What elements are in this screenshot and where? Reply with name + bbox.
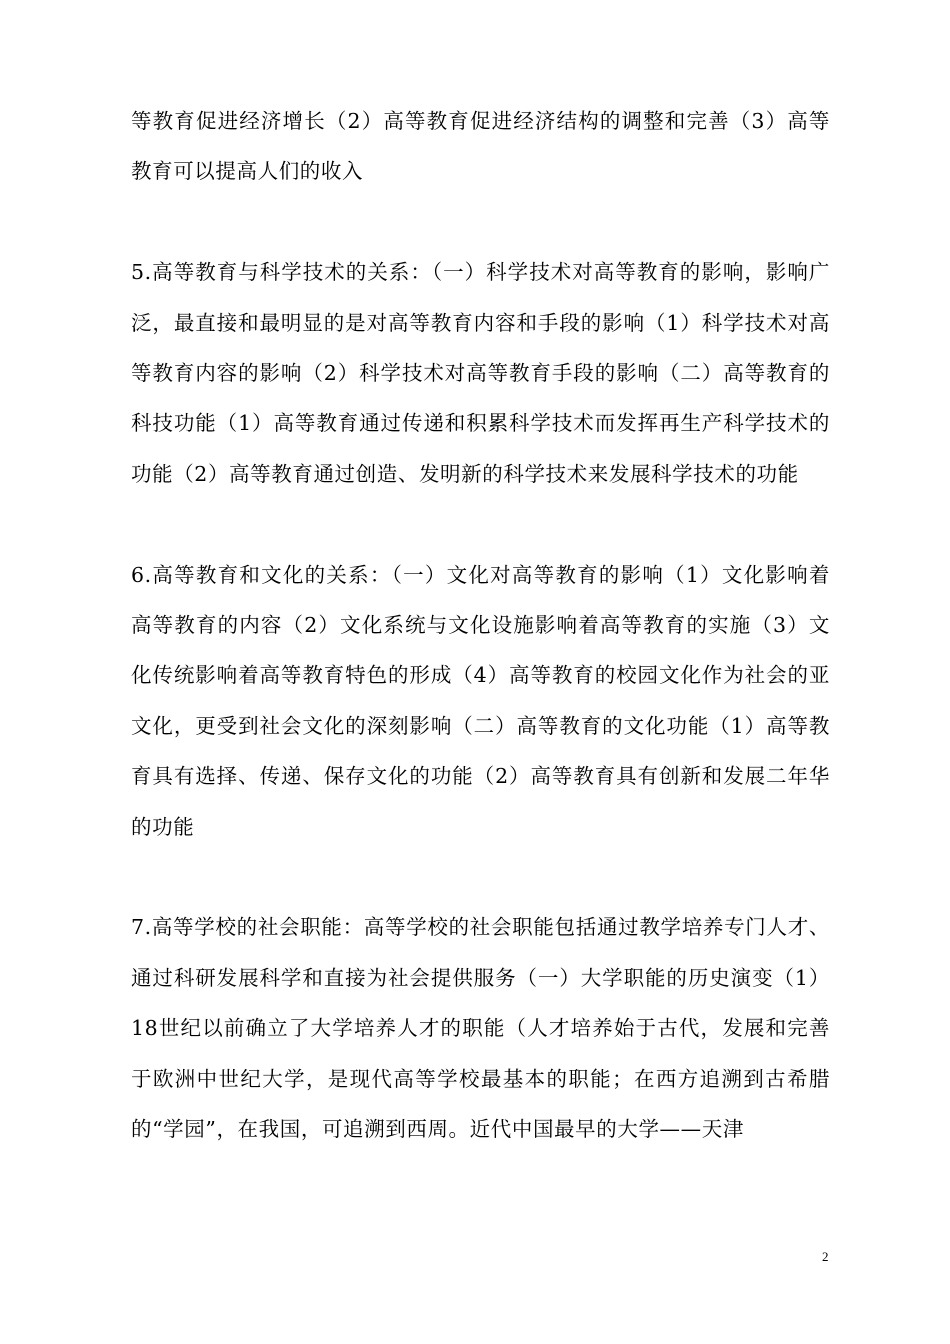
paragraph-science-technology: 5.高等教育与科学技术的关系：（一）科学技术对高等教育的影响，影响广泛，最直接和最明显的是对高等教育内容和手段的影响（1）科学技术对高等教育内容的影响（2）科学技术对高等教育手段的影响（二）高等教育的科技功能（1）高等教育通过传递和积累科学技术而发挥再生产科学技术的功能（2）高等教育通过创造、发明新的科学技术来发展科学技术的功能: [131, 260, 830, 486]
page-number: 2: [822, 1249, 829, 1264]
paragraph-economy-continuation: 等教育促进经济增长（2）高等教育促进经济结构的调整和完善（3）高等教育可以提高人们的收入: [131, 109, 830, 184]
paragraph-culture: 6.高等教育和文化的关系：（一）文化对高等教育的影响（1）文化影响着高等教育的内容（2）文化系统与文化设施影响着高等教育的实施（3）文化传统影响着高等教育特色的形成（4）高等教育的校园文化作为社会的亚文化，更受到社会文化的深刻影响（二）高等教育的文化功能（1）高等教育具有选择、传递、保存文化的功能（2）高等教育具有创新和发展二年华的功能: [131, 562, 830, 839]
paragraph-social-functions: 7.高等学校的社会职能：高等学校的社会职能包括通过教学培养专门人才、通过科研发展科学和直接为社会提供服务（一）大学职能的历史演变（1）18世纪以前确立了大学培养人才的职能（人才培养始于古代，发展和完善于欧洲中世纪大学，是现代高等学校最基本的职能；在西方追溯到古希腊的“学园”，在我国，可追溯到西周。近代中国最早的大学——天津: [131, 915, 830, 1142]
document-body: [131, 96, 830, 1154]
